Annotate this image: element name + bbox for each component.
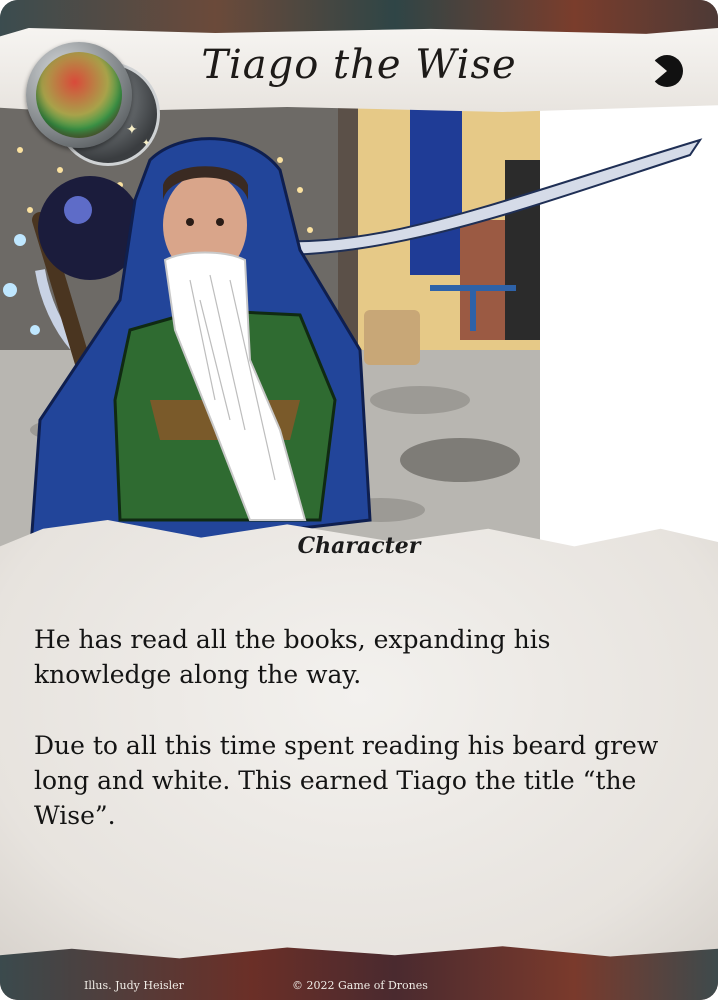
sparkle-icon: ✦	[142, 138, 151, 149]
body-paragraph: Due to all this time spent reading his beard grew long and white. This earned Tiago the title “the Wise”.	[34, 731, 659, 830]
card-artwork	[0, 100, 718, 560]
gem-front-disc	[26, 42, 132, 148]
card-title: Tiago the Wise	[201, 42, 517, 88]
card-body-text	[34, 622, 684, 869]
illustrator-credit: Illus. Judy Heisler	[84, 979, 184, 992]
cost-gem-icon	[26, 42, 154, 160]
card-type: Character	[297, 533, 421, 559]
gem-stone	[36, 52, 122, 138]
sparkle-icon: ✦	[126, 122, 138, 138]
moon-phase-icon	[650, 54, 684, 88]
body-paragraph: He has read all the books, expanding his knowledge along the way.	[34, 625, 551, 689]
copyright-notice: © 2022 Game of Drones	[292, 979, 428, 992]
